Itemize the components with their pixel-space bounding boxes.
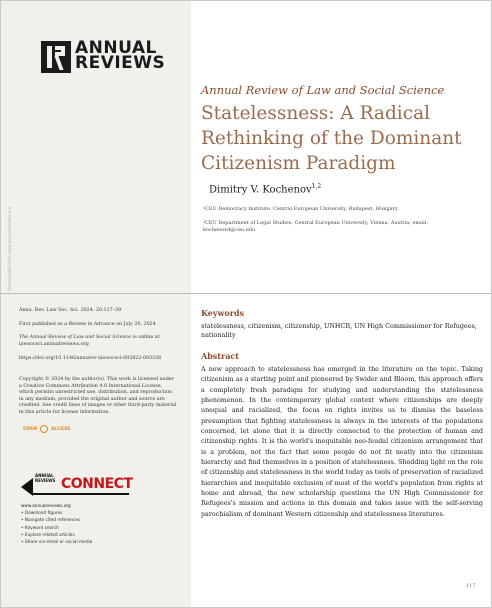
journal-name: Annual Review of Law and Social Science	[201, 83, 445, 97]
open-access-left: OPEN	[23, 426, 37, 432]
journal-online-suffix: is online at lawsocsci.annualreviews.org	[19, 335, 160, 347]
connect-title: CONNECT	[61, 476, 133, 492]
connect-feature-item: • Navigate cited references	[21, 517, 92, 524]
author-text: Dimitry V. Kochenov	[209, 184, 312, 196]
author-sup: 1,2	[311, 183, 322, 190]
abstract-text: A new approach to statelessness has emerged in the literature on the topic. Taking citizenism as a starting point and pioneered by Swider and Bloom, this approach offers a completely fresh paradigm for studying and understanding the statelessness phenomenon. In the contemporary global context where citizenships are deeply unequal and racialized, the focus on rights invites us to dismiss the baseless presumption that fighting statelessness is always in the interests of the populations concerned, let alone that it is directly connected to the protection of human and citizenship rights. It is the world's inequitable neo-feudal citizenism arrangement that is a problem, not the fact that some people do not fit neatly into the citizenism hierarchy and find themselves in a position of statelessness. Shedding light on the role of citizenship and statelessness in the world today as tools of preservation of racialized hierarchies and inequitable exclusion of most of the world's population from rights at home and abroad, the new scholarship questions the UN High Commissioner for Refugees's mission and actions in this domain and takes issue with the self-serving parochialism of dominant Western citizenship and statelessness literatures.	[201, 366, 483, 518]
logo-text	[75, 38, 166, 73]
connect-small-text: ANNUAL REVIEWS	[35, 473, 56, 483]
arrow-left-icon	[21, 478, 33, 496]
connect-features	[21, 510, 92, 546]
connect-underline	[33, 493, 129, 495]
connect-feature-item: • Keyword search	[21, 525, 92, 532]
journal-online-name: The Annual Review of Law and Social Science	[19, 335, 132, 340]
keywords-heading: Keywords	[201, 308, 245, 318]
doi-link[interactable]: https://doi.org/10.1146/annurev-lawsocsci-092822-093326	[19, 356, 162, 361]
annual-reviews-logo[interactable]	[41, 38, 166, 73]
page-number: 117	[466, 583, 476, 589]
connect-feature-item: • Explore related articles	[21, 532, 92, 539]
download-strip: Downloaded from www.annualreviews.org	[7, 206, 12, 291]
connect-url[interactable]: www.annualreviews.org	[21, 503, 71, 508]
logo-line1: ANNUAL	[75, 38, 157, 58]
citation: Annu. Rev. Law Soc. Sci. 2024. 20:117–39	[19, 308, 122, 313]
open-access-right: ACCESS	[50, 426, 71, 432]
publication-info	[19, 322, 177, 348]
article-title: Statelessness: A Radical Rethinking of the Dominant Citizenism Paradigm	[201, 103, 462, 174]
copyright-notice: Copyright © 2024 by the author(s). This work is licensed under a Creative Commons Attribution 4.0 International License, which permits unrestricted use, distribution, and reproduction in any medium, provided the original author and source are credited. See credit lines of images or other third-party material in this article for license information.	[19, 377, 177, 415]
open-access-badge	[23, 425, 70, 433]
section-divider	[1, 293, 491, 294]
connect-feature-item: • Share via email or social media	[21, 539, 92, 546]
connect-feature-item: • Download figures	[21, 510, 92, 517]
author-name	[209, 183, 321, 195]
logo-line2: REVIEWS	[75, 53, 166, 73]
connect-banner[interactable]	[21, 467, 131, 497]
first-published: First published as a Review in Advance on July 26, 2024	[19, 322, 156, 327]
open-lock-icon	[40, 425, 48, 433]
abstract-heading: Abstract	[201, 351, 239, 361]
affiliation-1: ¹CEU Democracy Institute, Central European University, Budapest, Hungary	[203, 206, 398, 212]
affiliation-2: ²CEU Department of Legal Studies, Central European University, Vienna, Austria; email: kochenovd@ceu.edu	[203, 220, 429, 233]
keywords-text: statelessness, citizenism, citizenship, UNHCR, UN High Commissioner for Refugees, nationality	[201, 322, 477, 340]
logo-mark-icon	[41, 41, 71, 73]
